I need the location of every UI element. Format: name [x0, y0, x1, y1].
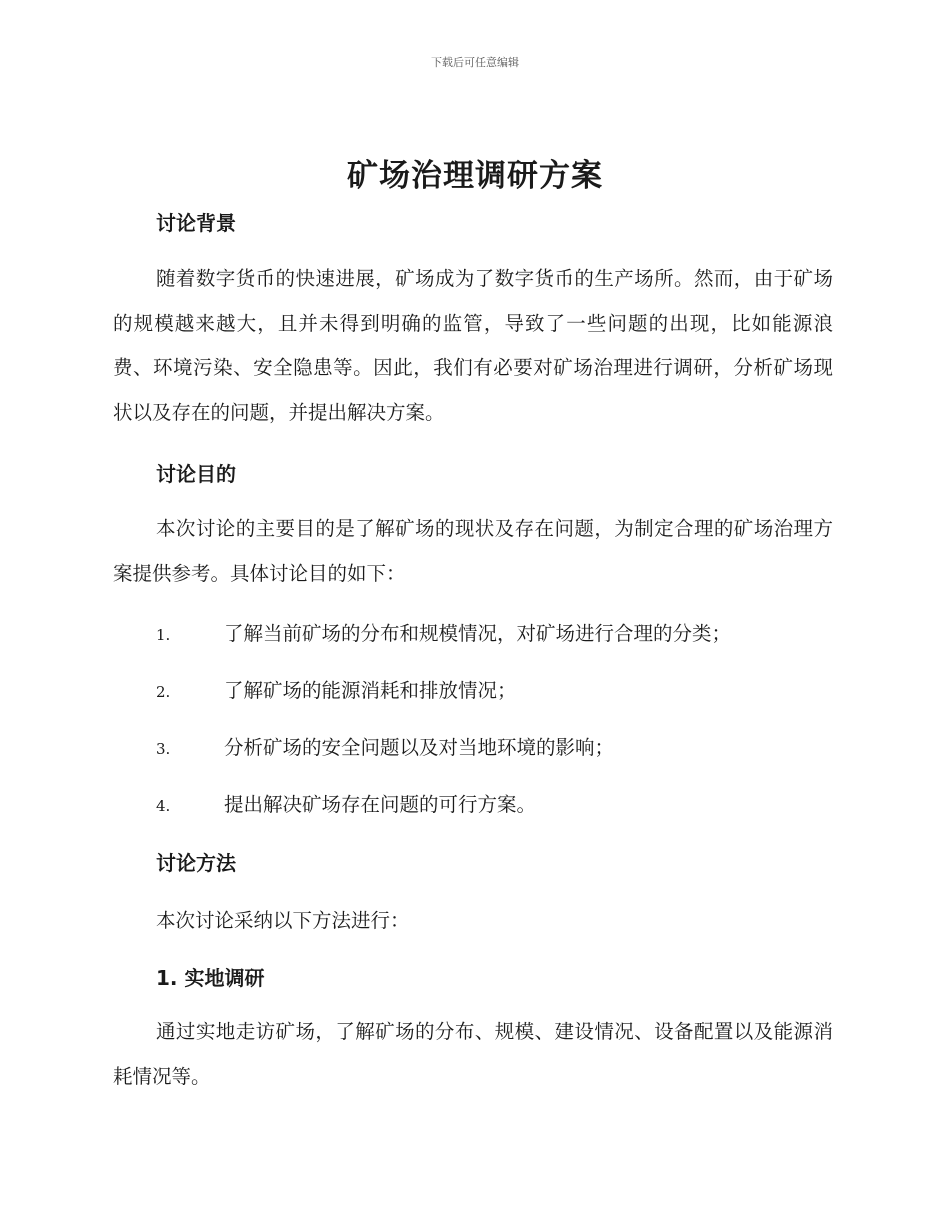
header-note: 下载后可任意编辑 [431, 56, 519, 69]
document-title: 矿场治理调研方案 [347, 158, 603, 194]
list-item-text: 提出解决矿场存在问题的可行方案。 [224, 793, 537, 816]
paragraph-field-research: 通过实地走访矿场，了解矿场的分布、规模、建设情况、设备配置以及能源消耗情况等。 [113, 1020, 833, 1088]
list-item-text: 了解当前矿场的分布和规模情况，对矿场进行合理的分类； [224, 622, 732, 645]
paragraph-background: 随着数字货币的快速进展，矿场成为了数字货币的生产场所。然而，由于矿场的规模越来越大，且并未得到明确的监管，导致了一些问题的出现，比如能源浪费、环境污染、安全隐患等。因此，我们有必要对矿场治理进行调研，分析矿场现状以及存在的问题，并提出解决方案。 [113, 267, 833, 424]
list-item [156, 675, 856, 703]
subheading-field-research: 1. 实地调研 [156, 966, 265, 990]
heading-purpose: 讨论目的 [156, 462, 236, 486]
list-item-text: 了解矿场的能源消耗和排放情况； [224, 679, 517, 702]
list-item-number: 3. [156, 740, 171, 758]
list-item [156, 618, 856, 646]
list-item-text: 分析矿场的安全问题以及对当地环境的影响； [224, 736, 615, 759]
list-item [156, 789, 856, 817]
paragraph-purpose: 本次讨论的主要目的是了解矿场的现状及存在问题，为制定合理的矿场治理方案提供参考。具体讨论目的如下： [113, 517, 833, 585]
list-item-number: 4. [156, 797, 171, 815]
heading-background: 讨论背景 [156, 211, 236, 235]
method-intro: 本次讨论采纳以下方法进行： [156, 909, 410, 932]
list-item-number: 2. [156, 683, 171, 701]
list-item-number: 1. [156, 626, 171, 644]
heading-method: 讨论方法 [156, 851, 236, 875]
list-item [156, 732, 856, 760]
